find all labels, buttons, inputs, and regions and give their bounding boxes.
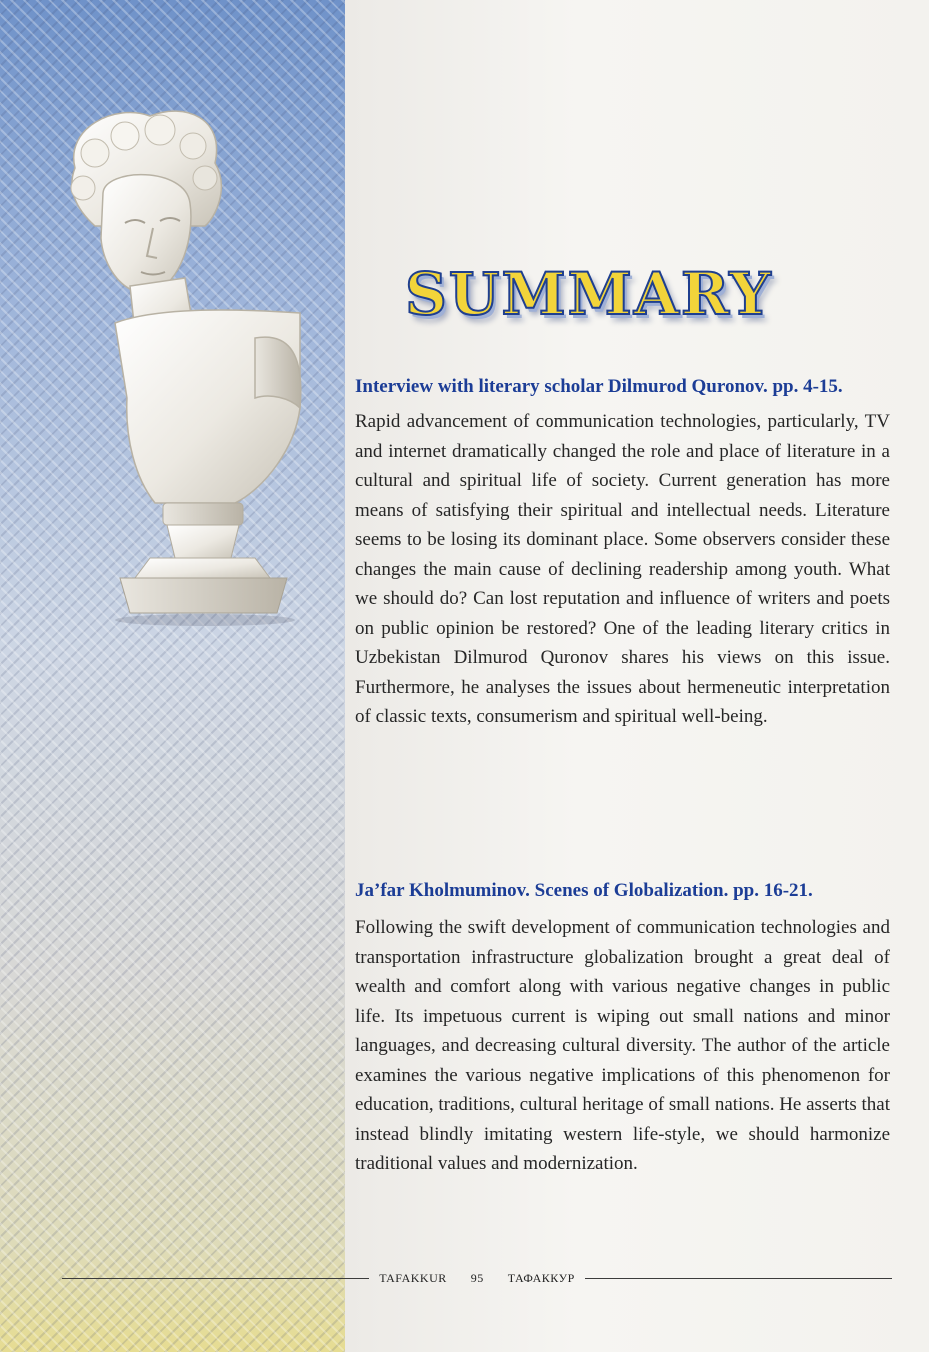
article-body: Rapid advancement of communication technologies, particularly, TV and internet dramatically changed the role and place of literature in a cultural and spiritual life of society. Current generation has more means of satisfying their spiritual and intellectual needs. Literature seems to be losing its dominant place. Some observers consider these changes the main cause of declining readership among youth. What we should do? Can lost reputation and influence of writers and poets on public opinion be restored? One of the leading literary critics in Uzbekistan Dilmurod Quronov shares his views on this issue. Furthermore, he analyses the issues about hermeneutic interpretation of classic texts, consumerism and spiritual well-being. [355,411,890,727]
footer-rule-right [585,1278,892,1279]
classical-bust-icon [55,108,355,628]
article-heading: Ja’far Kholmuminov. Scenes of Globalization. pp. 16-21. [355,880,813,901]
footer-journal-name-latin: TAFAKKUR [379,1270,447,1285]
article-body: Following the swift development of communication technologies and transportation infrastructure globalization brought a great deal of wealth and comfort along with various negative changes in public life. Its impetuous current is wiping out small nations and minor languages, and decreasing cultural diversity. The author of the article examines the various negative implications of this phenomenon for education, traditions, cultural heritage of small nations. He asserts that instead blindly imitating western life-style, we should harmonize traditional values and modernization. [355,917,891,1174]
article-summary [355,876,890,1179]
footer-journal-name-cyrillic: ТАФАККУР [507,1270,575,1285]
page-footer [62,1268,892,1288]
page-number: 95 [470,1270,484,1285]
article-heading: Interview with literary scholar Dilmurod Quronov. pp. 4-15. [355,376,843,397]
page-title: SUMMARY [405,260,773,328]
article-summary [355,372,890,732]
footer-rule-left [62,1278,369,1279]
